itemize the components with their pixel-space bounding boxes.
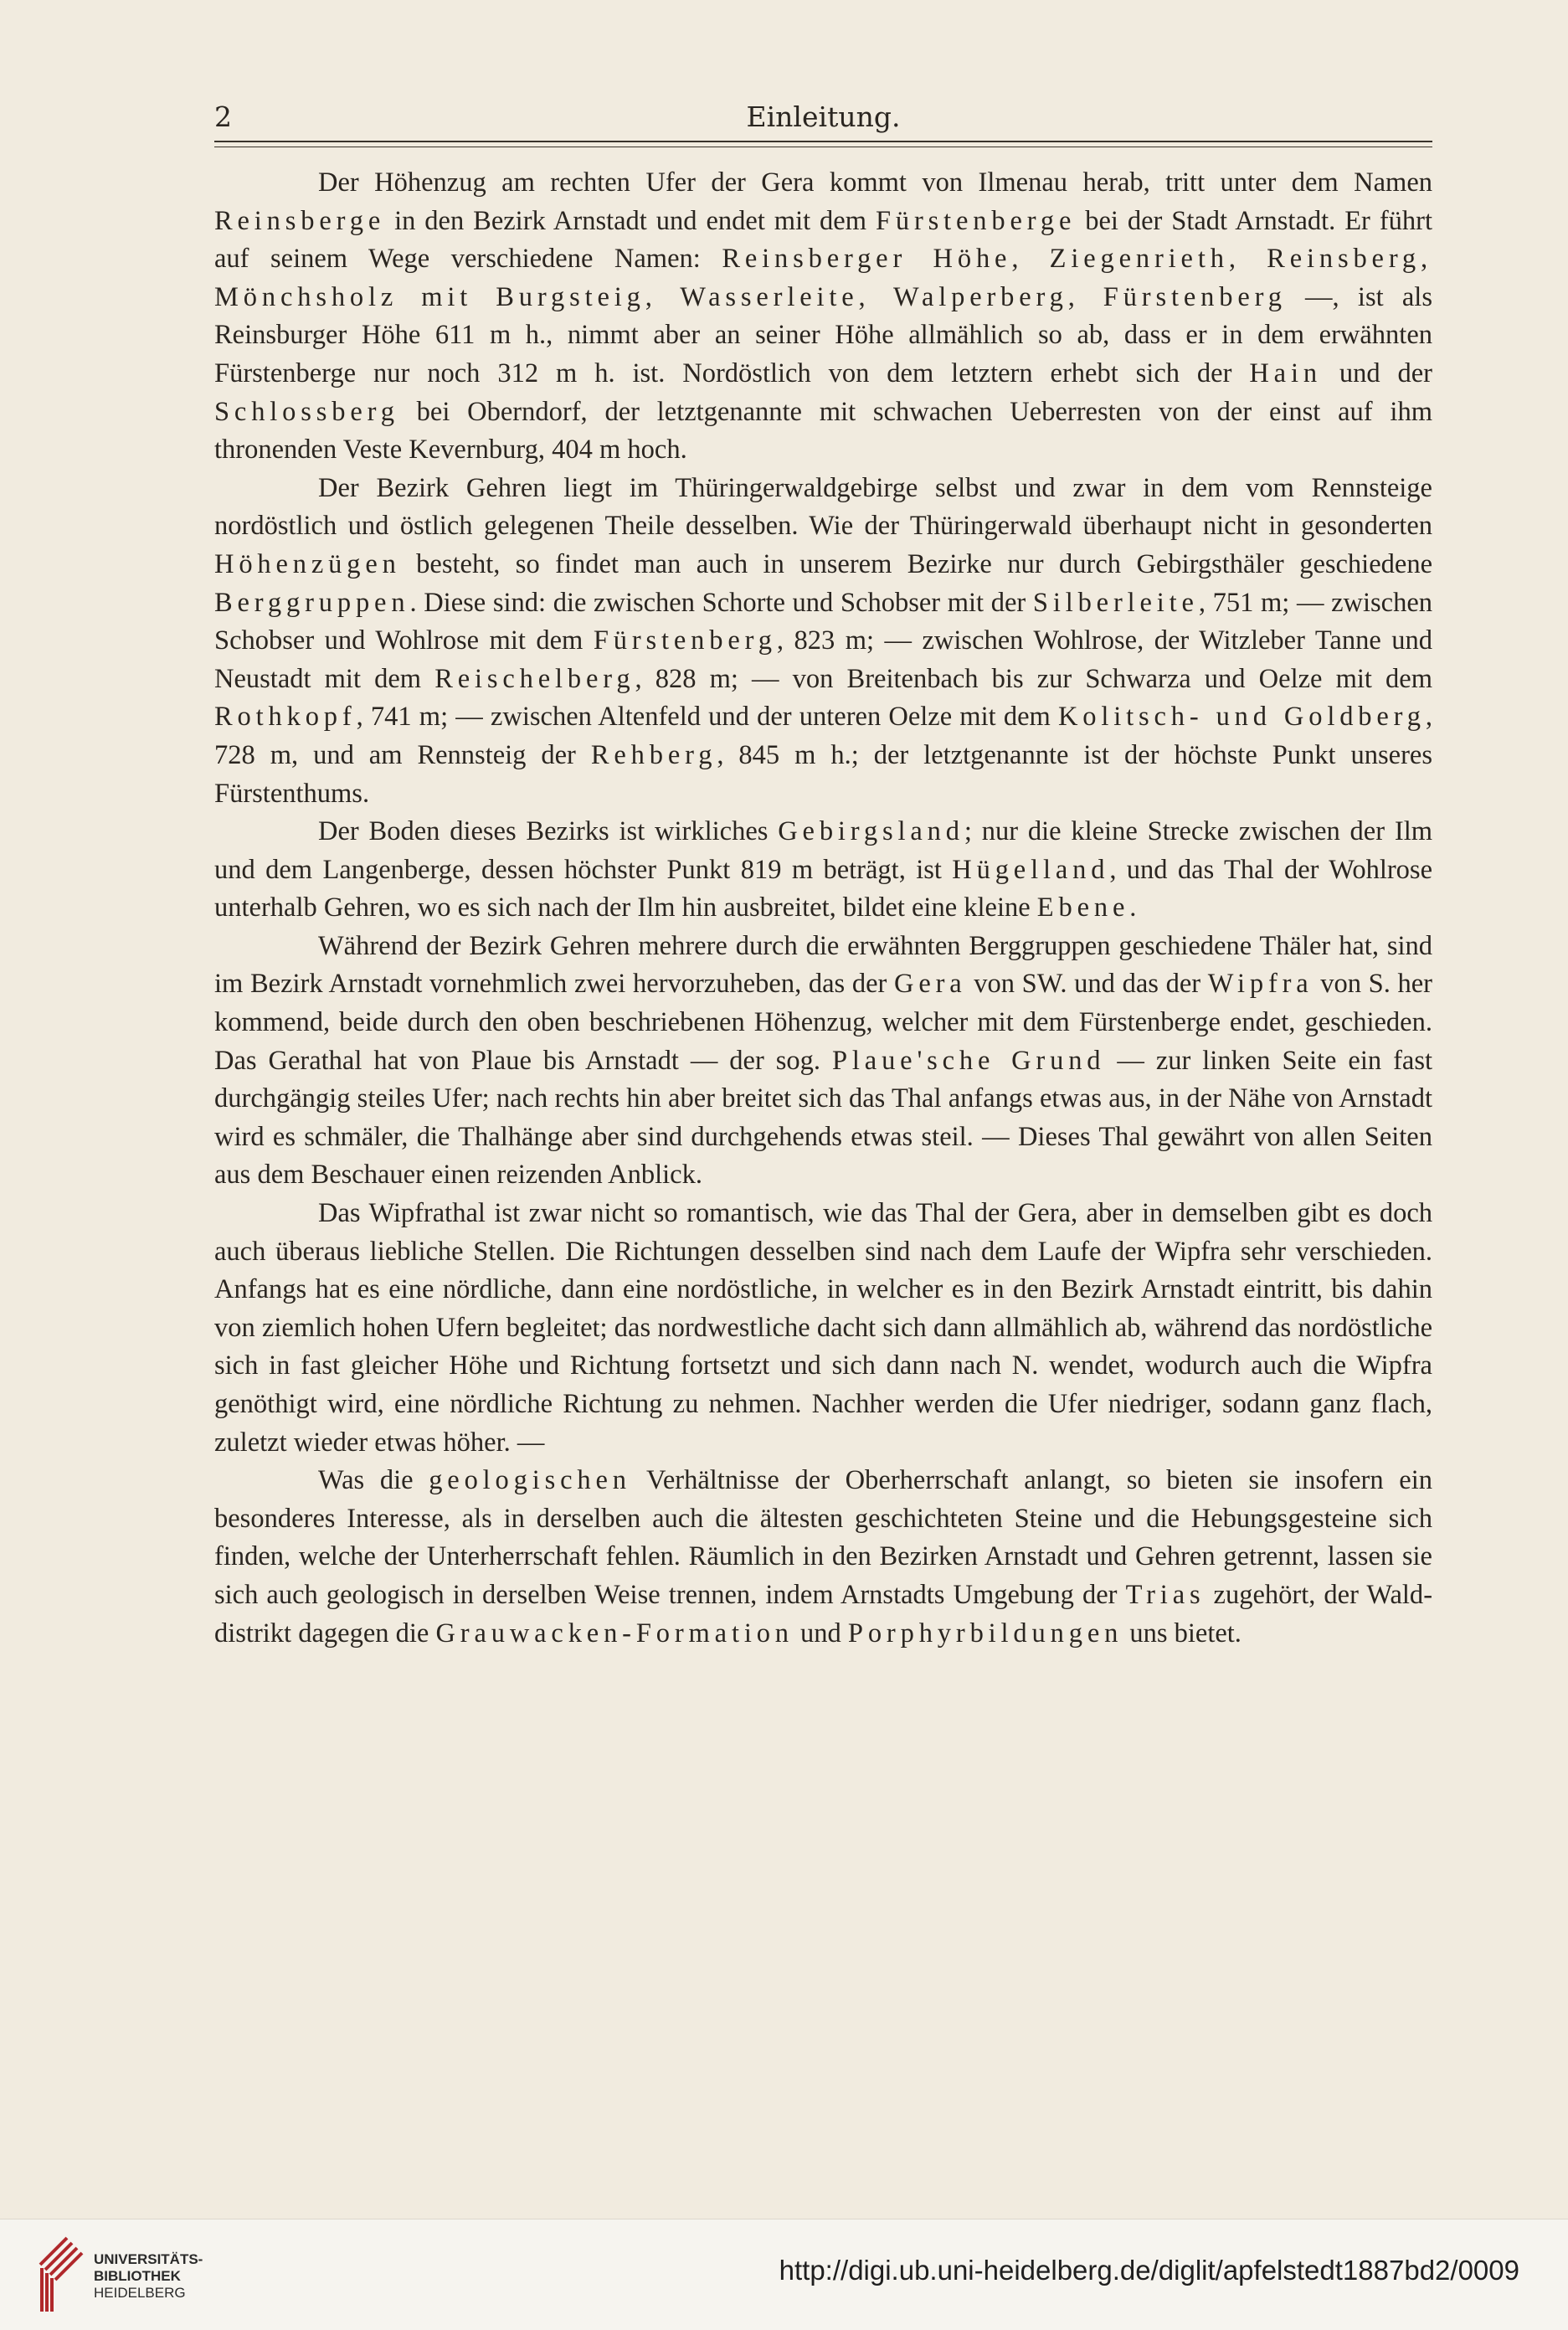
running-title: Einleitung. [746, 100, 901, 133]
body-text [214, 164, 1432, 1653]
paragraph: Der Bezirk Gehren liegt im Thüringerwaldgebirge selbst und zwar in dem vom Rennsteige nordöstlich und östlich gelegenen Theile desselben. Wie der Thüringerwald überhaupt nicht in gesonderten Höhenzügen besteht, so findet man auch in unserem Bezirke nur durch Gebirgsthäler geschiedene Berggruppen. Diese sind: die zwischen Schorte und Schobser mit der Silberleite, 751 m; — zwischen Schobser und Wohlrose mit dem Fürstenberg, 823 m; — zwischen Wohlrose, der Witzleber Tanne und Neustadt mit dem Reischelberg, 828 m; — von Breitenbach bis zur Schwarza und Oelze mit dem Rothkopf, 741 m; — zwischen Altenfeld und der unteren Oelze mit dem Kolitsch- und Goldberg, 728 m, und am Rennsteig der Rehberg, 845 m h.; der letztgenannte ist der höchste Punkt unseres Fürstenthums. [214, 472, 1433, 809]
paragraph: Während der Bezirk Gehren mehrere durch die erwähnten Berggruppen geschiedene Thäler hat, sind im Bezirk Arnstadt vornehmlich zwei hervorzuheben, das der Gera von SW. und das der Wipfra von S. her kommend, beide durch den oben beschriebenen Höhenzug, welcher mit dem Fürstenberge endet, geschieden. Das Gerathal hat von Plaue bis Arnstadt — der sog. Plaue'sche Grund — zur linken Seite ein fast durchgängig steiles Ufer; nach rechts hin aber breitet sich das Thal anfangs etwas aus, in der Nähe von Arnstadt wird es schmäler, die Thalhänge aber sind durchgehends etwas steil. — Dieses Thal gewährt von allen Seiten aus dem Beschauer einen reizenden Anblick. [214, 930, 1432, 1191]
library-footer [0, 2219, 1568, 2330]
paragraph: Was die geologischen Verhältnisse der Oberherrschaft anlangt, so bieten sie insofern ein besonderes Interesse, als in derselben auch die ältesten geschichteten Steine und die Hebungsgesteine sich finden, welche der Unterherrschaft fehlen. Räumlich in den Bezirken Arnstadt und Gehren getrennt, lassen sie sich auch geologisch in derselben Weise trennen, indem Arnstadts Umgebung der Trias zugehört, der Walddistrikt dagegen die Grauwacken-Formation und Porphyrbildungen uns bietet. [214, 1465, 1433, 1648]
library-name: UNIVERSITÄTS- BIBLIOTHEK HEIDELBERG [94, 2251, 203, 2301]
permalink-url[interactable]: http://digi.ub.uni-heidelberg.de/diglit/apfelstedt1887bd2/0009 [779, 2255, 1519, 2286]
paragraph: Der Boden dieses Bezirks ist wirkliches Gebirgsland; nur die kleine Strecke zwischen der Ilm und dem Langenberge, dessen höchster Punkt 819 m beträgt, ist Hügelland, und das Thal der Wohlrose unterhalb Gehren, wo es sich nach der Ilm hin ausbreitet, bildet eine kleine Ebene. [214, 816, 1433, 923]
library-logo-icon[interactable] [33, 2231, 92, 2315]
page-number: 2 [214, 100, 232, 133]
paragraph: Das Wipfrathal ist zwar nicht so romantisch, wie das Thal der Gera, aber in demselben gibt es doch auch überaus liebliche Stellen. Die Richtungen desselben sind nach dem Laufe der Wipfra sehr verschieden. Anfangs hat es eine nördliche, dann eine nordöstliche, in welcher es in den Bezirk Arnstadt eintritt, bis dahin von ziemlich hohen Ufern begleitet; das nordwestliche dacht sich dann allmählich ab, während das nordöstliche sich in fast gleicher Höhe und Richtung fortsetzt und sich dann nach N. wendet, wodurch auch die Wipfra genöthigt wird, eine nördliche Richtung zu nehmen. Nachher werden die Ufer niedriger, sodann ganz flach, zuletzt wieder etwas höher. — [214, 1198, 1432, 1458]
page-header [214, 100, 1432, 141]
header-rule [214, 141, 1432, 142]
paragraph: Der Höhenzug am rechten Ufer der Gera kommt von Ilmenau herab, tritt unter dem Namen Reinsberge in den Bezirk Arnstadt und endet mit dem Fürstenberge bei der Stadt Arnstadt. Er führt auf seinem Wege verschiedene Namen: Reinsberger Höhe, Ziegenrieth, Reinsberg, Mönchsholz mit Burgsteig, Wasserleite, Walperberg, Fürstenberg —, ist als Reinsburger Höhe 611 m h., nimmt aber an seiner Höhe allmählich so ab, dass er in dem erwähnten Fürstenberge nur noch 312 m h. ist. Nordöstlich von dem letztern erhebt sich der Hain und der Schlossberg bei Oberndorf, der letztgenannte mit schwachen Ueberresten von der einst auf ihm thronenden Veste Kevernburg, 404 m hoch. [214, 167, 1433, 465]
